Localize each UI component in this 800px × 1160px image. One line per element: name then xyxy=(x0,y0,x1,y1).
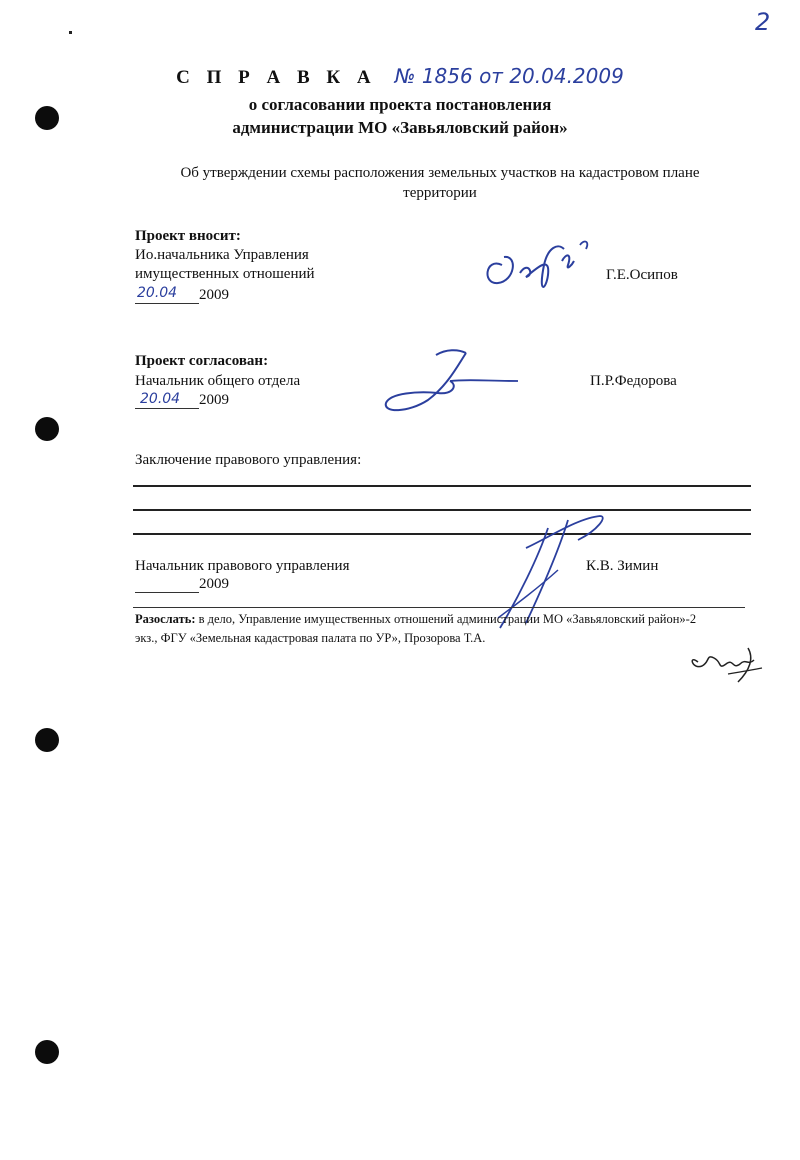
distribution-label: Разослать: xyxy=(135,612,196,626)
subtitle-line-1: о согласовании проекта постановления xyxy=(248,95,552,114)
approver-heading: Проект согласован: xyxy=(135,353,269,369)
binder-hole xyxy=(35,1040,59,1064)
legal-year: 2009 xyxy=(199,576,229,592)
distribution-text-1: в дело, Управление имущественных отношений администрации МО «Завьяловский район»-2 xyxy=(195,612,697,626)
title-row xyxy=(0,64,800,89)
submitter-signature xyxy=(480,235,610,305)
conclusion-line xyxy=(133,533,751,535)
date-underline xyxy=(135,408,199,409)
submitter-position-1: Ио.начальника Управления xyxy=(135,247,309,263)
binder-hole xyxy=(35,417,59,441)
binder-hole xyxy=(35,728,59,752)
legal-head-name: К.В. Зимин xyxy=(586,558,659,574)
approver-name: П.Р.Федорова xyxy=(590,373,677,389)
distribution-line-1 xyxy=(135,611,765,628)
registration-note: № 1856 от 20.04.2009 xyxy=(394,64,624,88)
legal-head-position: Начальник правового управления xyxy=(135,558,350,574)
conclusion-line xyxy=(133,485,751,487)
executor-initials-signature xyxy=(688,640,768,688)
document-title: С П Р А В К А xyxy=(176,67,377,88)
approver-date-handwritten: 20.04 xyxy=(140,391,181,407)
submitter-date-handwritten: 20.04 xyxy=(137,285,178,301)
page-mark: 2 xyxy=(755,8,771,36)
approver-position: Начальник общего отдела xyxy=(135,373,301,389)
conclusion-line xyxy=(133,509,751,511)
date-blank-line xyxy=(135,592,199,593)
distribution-line-2: экз., ФГУ «Земельная кадастровая палата по УР», Прозорова Т.А. xyxy=(135,631,486,645)
subtitle-line-2: администрации МО «Завьяловский район» xyxy=(232,118,568,137)
submitter-position-2: имущественных отношений xyxy=(135,266,315,282)
distribution-separator xyxy=(133,607,745,608)
approver-signature xyxy=(378,345,528,420)
submitter-year: 2009 xyxy=(199,287,229,303)
subject-line-1: Об утверждении схемы расположения земельных участков на кадастровом плане xyxy=(180,165,700,181)
subject-line-2: территории xyxy=(403,185,477,201)
legal-conclusion-label: Заключение правового управления: xyxy=(135,452,362,468)
approver-year: 2009 xyxy=(199,392,229,408)
date-underline xyxy=(135,303,199,304)
submitter-heading: Проект вносит: xyxy=(135,228,241,244)
submitter-name: Г.Е.Осипов xyxy=(606,267,678,283)
speck xyxy=(69,31,72,34)
